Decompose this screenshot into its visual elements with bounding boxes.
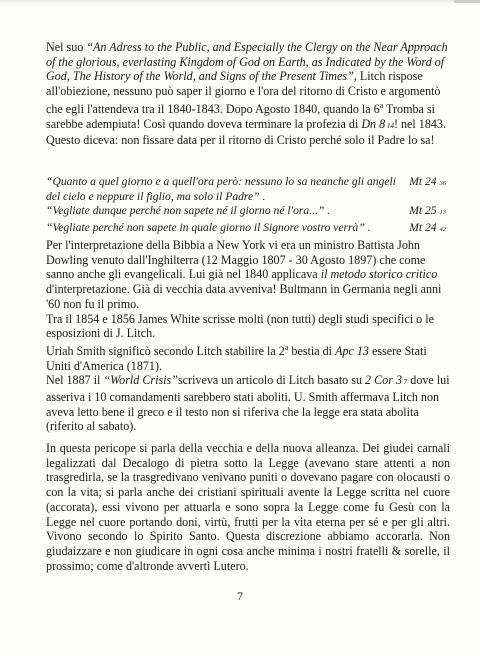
p1-superscript: a [379, 100, 384, 110]
p1-bible-ref: Dn 8 [361, 116, 386, 131]
quote-text: “Vegliate perché non sapete in quale giorno il Signore vostro verrà” . [46, 220, 371, 234]
p3-periodical-title: “World Crisis” [103, 373, 178, 388]
p1-text-1: Nel suo [46, 40, 87, 54]
p3-bible-ref: 2 Cor 3 [365, 373, 403, 388]
quote-text: “Vegliate dunque perché non sapete né il giorno né l'ora...” . [46, 204, 331, 218]
quote-ref-verse: 36 [439, 180, 446, 187]
quote-text: “Quanto a quel giorno e a quell'ora però: nessuno lo sa neanche gli angeli del cielo e neppure il figlio, ma solo il Padre” . [46, 175, 396, 203]
p3-method-name: il metodo storico critico [320, 267, 438, 282]
quote-ref-verse: 42 [439, 225, 446, 233]
p1-bible-ref-verse: 14 [385, 121, 394, 130]
p3-superscript: a [284, 342, 289, 352]
paragraph-alliance: In questa pericope si parla della vecchia e della nuova alleanza. Dei giudei carnali legalizzati dal Decalogo di pietra sotto la Legge (avevano stare attenti a non trasgredirla, se la trasgredivano venivano puniti o dovevano pagare con olocausti o con la vita; si parla anche dei cristiani spirituali avente la Legge scritta nel cuore (accorata), essi vivono per attuarla e sono sopra la Legge come fu Gesù con la Legge nel cuore portando doni, virtù, frutti per la vita eterna per sé e per gli altri. Vivono secondo lo Spirito Santo. Questa discrezione abbiamo accorarla. Non giudaizzare e non giudicare in ogni cosa anche minima i nostri fratelli & sorelle, il prossimo; come d'altronde avvertì Lutero. [46, 441, 450, 573]
p3-bible-ref-verse: 7 [402, 378, 408, 387]
p3-text-2: d'interpretazione. Già di vecchia data avveniva! Bultmann in Germania negli anni '60 non fu il primo. [46, 282, 442, 311]
p3-text-6: essere Stati Uniti d'America (1871). [46, 343, 427, 373]
quote-ref [403, 175, 446, 204]
quote-line [46, 221, 446, 238]
scan-edge-shadow [0, 0, 480, 4]
p3-text-5: bestia di [288, 343, 336, 358]
p3-text-9: dove lui asseriva i 10 comandamenti sarebbero stati aboliti. U. Smith affermava Litch non aveva letto bene il greco e il testo non si riferiva che la legge era stata abolita (riferito al sabato). [46, 373, 450, 434]
quote-ref-book: Mt 24 [409, 220, 437, 234]
p1-text-3: Tromba si sarebbe adempiuta! Così quando doveva terminare la profezia di [46, 101, 436, 131]
p3-apc-ref: Apc 13 [335, 343, 369, 358]
quote-ref-book: Mt 24 [409, 175, 437, 188]
p3-text-1: Per l'interpretazione della Bibbia a New York vi era un ministro Battista John Dowling venuto dall'Inghilterra (12 Maggio 1807 - 30 Agosto 1897) che come sanno anche gli evangelicali. Lui già nel 1840 applicava [46, 238, 426, 282]
p1-text-2: Litch rispose all'obiezione, nessuno può saper il giorno e l'ora del ritorno di Cristo e argomentò che egli l'attendeva tra il 1840-1843. Dopo Agosto 1840, quando la 6 [46, 69, 441, 116]
quote-ref-book: Mt 25 [409, 204, 437, 218]
quote-ref [403, 204, 446, 221]
paragraph-dowling-smith [46, 238, 450, 434]
p3-text-7: Nel 1887 il [46, 373, 104, 388]
p3-text-3: Tra il 1854 e 1856 James White scrisse molti (non tutti) degli studi specifici o le esposizioni di J. Litch. [46, 311, 434, 341]
quote-ref [403, 221, 446, 238]
scan-corner-mark [454, 0, 480, 3]
quote-line [46, 204, 446, 221]
p1-text-4: ! nel 1843. Questo diceva: non fissare data per il ritorno di Cristo perché solo il Padre lo sa! [46, 116, 446, 148]
quote-ref-verse: 13 [439, 209, 446, 217]
p3-text-8: scriveva un articolo di Litch basato su [177, 373, 366, 388]
paragraph-litch-reply [46, 40, 450, 148]
p1-book-title: “An Adress to the Public, and Especially the Clergy on the Near Approach of the glorious, everlasting Kingdom of God on Earth, as Indicated by the Word of God, The History of the World, and Signs of the Present Times”, [46, 40, 448, 84]
p3-text-4: Uriah Smith significò secondo Litch stabilire la 2 [46, 343, 285, 358]
page-number: 7 [237, 589, 243, 603]
quote-line [46, 175, 446, 204]
quotes-block [46, 175, 446, 237]
